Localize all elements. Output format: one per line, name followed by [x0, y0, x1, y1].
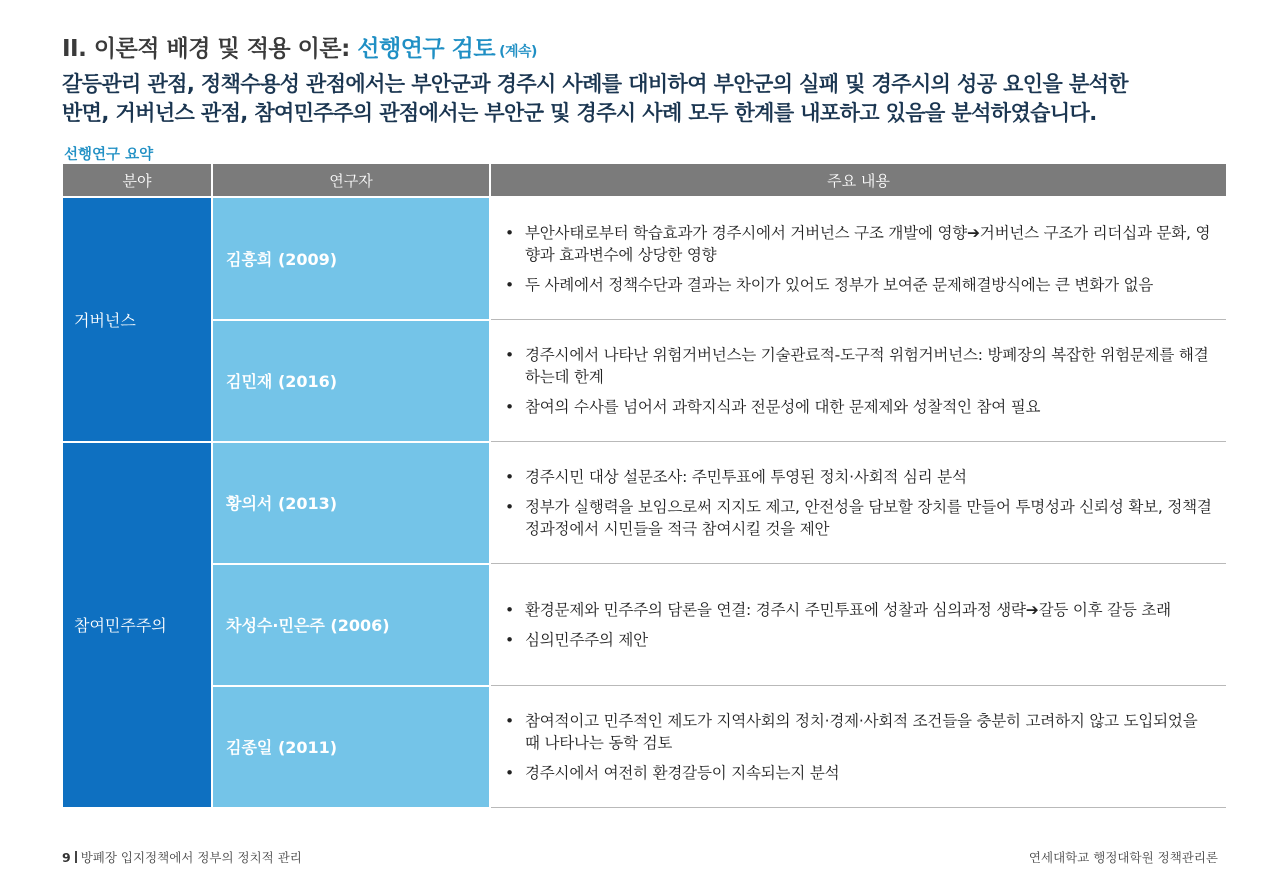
prior-research-table — [63, 164, 1226, 809]
bullet-list — [503, 344, 1216, 418]
column-header-field: 분야 — [63, 164, 212, 197]
table-row — [63, 197, 1226, 320]
author-cell: 황의서 (2013) — [212, 442, 490, 564]
content-cell — [490, 442, 1226, 564]
page-number: 9 — [62, 850, 71, 865]
lead-line-2: 반면, 거버넌스 관점, 참여민주주의 관점에서는 부안군 및 경주시 사례 모두 한계를 내포하고 있음을 분석하였습니다. — [62, 101, 1097, 125]
title-accent: 선행연구 검토 — [357, 36, 496, 62]
footer-document-title: 방폐장 입지정책에서 정부의 정치적 관리 — [80, 850, 302, 865]
bullet-item: • 경주시에서 나타난 위험거버넌스는 기술관료적-도구적 위험거버넌스: 방폐장의 복잡한 위험문제를 해결하는데 한계 — [503, 344, 1216, 388]
table-header-row — [63, 164, 1226, 197]
field-cell-governance: 거버넌스 — [63, 197, 212, 442]
bullet-item: • 참여적이고 민주적인 제도가 지역사회의 정치·경제·사회적 조건들을 충분히 고려하지 않고 도입되었을 때 나타나는 동학 검토 — [503, 710, 1216, 754]
bullet-list — [503, 222, 1216, 296]
content-cell — [490, 197, 1226, 320]
content-cell — [490, 320, 1226, 442]
bullet-item: • 경주시민 대상 설문조사: 주민투표에 투영된 정치·사회적 심리 분석 — [503, 466, 1216, 488]
column-header-content: 주요 내용 — [490, 164, 1226, 197]
bullet-list — [503, 710, 1216, 784]
bullet-item: • 심의민주주의 제안 — [503, 629, 1216, 651]
author-cell: 차성수·민은주 (2006) — [212, 564, 490, 686]
table-caption: 선행연구 요약 — [64, 147, 154, 163]
bullet-list — [503, 599, 1216, 651]
table-row — [63, 686, 1226, 808]
bullet-item: • 두 사례에서 정책수단과 결과는 차이가 있어도 정부가 보여준 문제해결방식에는 큰 변화가 없음 — [503, 274, 1216, 296]
column-header-author: 연구자 — [212, 164, 490, 197]
bullet-item: • 정부가 실행력을 보임으로써 지지도 제고, 안전성을 담보할 장치를 만들어 투명성과 신뢰성 확보, 정책결정과정에서 시민들을 적극 참여시킬 것을 제안 — [503, 496, 1216, 540]
title-suffix: (계속) — [499, 44, 537, 60]
lead-line-1: 갈등관리 관점, 정책수용성 관점에서는 부안군과 경주시 사례를 대비하여 부안군의 실패 및 경주시의 성공 요인을 분석한 — [62, 72, 1128, 96]
table-row — [63, 320, 1226, 442]
lead-summary — [62, 70, 1242, 128]
bullet-item: • 부안사태로부터 학습효과가 경주시에서 거버넌스 구조 개발에 영향➔거버넌스 구조가 리더십과 문화, 영향과 효과변수에 상당한 영향 — [503, 222, 1216, 266]
footer-left — [62, 848, 302, 866]
footer-divider — [75, 851, 77, 863]
bullet-item: • 환경문제와 민주주의 담론을 연결: 경주시 주민투표에 성찰과 심의과정 생략➔갈등 이후 갈등 초래 — [503, 599, 1216, 621]
content-cell — [490, 564, 1226, 686]
slide-title — [62, 30, 537, 63]
bullet-item: • 참여의 수사를 넘어서 과학지식과 전문성에 대한 문제제와 성찰적인 참여 필요 — [503, 396, 1216, 418]
author-cell: 김흥희 (2009) — [212, 197, 490, 320]
author-cell: 김종일 (2011) — [212, 686, 490, 808]
content-cell — [490, 686, 1226, 808]
footer-course-title: 연세대학교 행정대학원 정책관리론 — [1028, 850, 1218, 865]
bullet-item: • 경주시에서 여전히 환경갈등이 지속되는지 분석 — [503, 762, 1216, 784]
title-prefix: II. 이론적 배경 및 적용 이론: — [62, 36, 358, 62]
bullet-list — [503, 466, 1216, 540]
table-row — [63, 442, 1226, 564]
field-cell-participatory-democracy: 참여민주주의 — [63, 442, 212, 808]
table-row — [63, 564, 1226, 686]
author-cell: 김민재 (2016) — [212, 320, 490, 442]
